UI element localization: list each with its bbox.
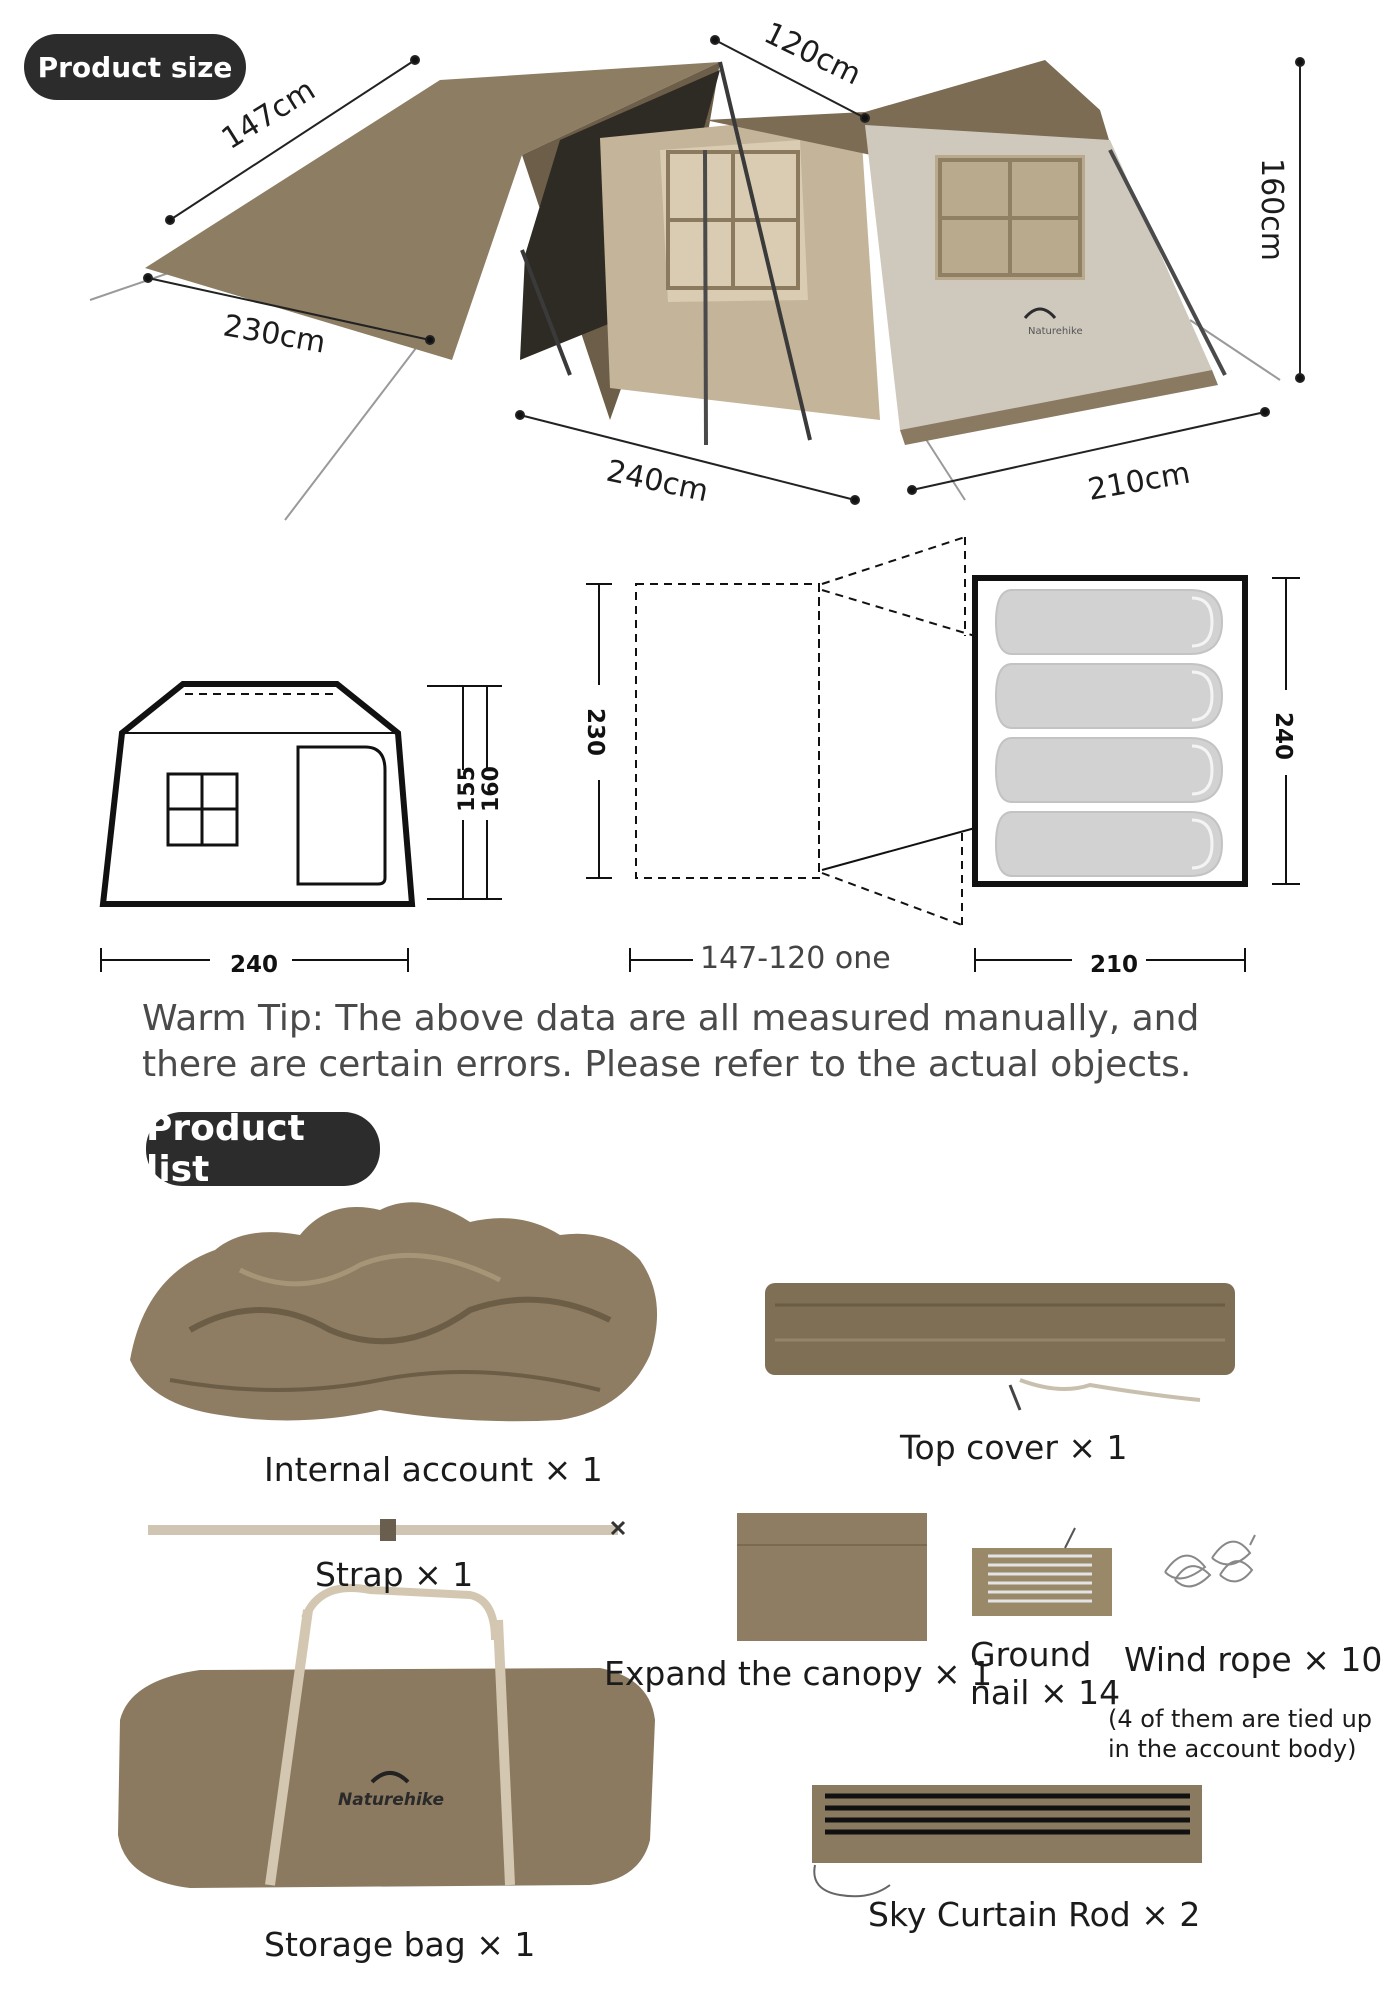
label-ground-nail (970, 1636, 1120, 1712)
label-strap: Strap × 1 (315, 1555, 474, 1594)
label-top-cover: Top cover × 1 (900, 1428, 1128, 1467)
wind-rope-note (1108, 1704, 1372, 1764)
plan-dim-canopy: 147-120 one (700, 941, 891, 976)
wind-rope-note-line-2: in the account body) (1108, 1735, 1357, 1763)
wind-rope-note-line-1: (4 of them are tied up (1108, 1705, 1373, 1733)
plan-dim-210: 210 (1090, 952, 1139, 978)
strap-image (148, 1519, 624, 1541)
plan-dim-240: 240 (1270, 712, 1296, 761)
section-title-product-list: Product list (146, 1112, 380, 1186)
wind-rope-image (1165, 1535, 1255, 1586)
dim-230: 230cm (220, 308, 329, 361)
dim-147: 147cm (215, 72, 322, 157)
internal-account-image (130, 1202, 657, 1421)
label-sky-curtain-rod: Sky Curtain Rod × 2 (868, 1895, 1201, 1934)
label-storage-bag: Storage bag × 1 (264, 1925, 536, 1964)
front-dim-155: 155 (455, 766, 480, 812)
warm-tip-line-1: Warm Tip: The above data are all measured manually, and (142, 998, 1200, 1039)
top-cover-image (765, 1283, 1235, 1410)
dim-240: 240cm (603, 453, 712, 510)
label-ground-nail-line-2: nail × 14 (970, 1673, 1121, 1712)
label-expand-canopy: Expand the canopy × 1 (604, 1654, 993, 1693)
label-ground-nail-line-1: Ground (970, 1635, 1092, 1674)
tent-logo-text: Naturehike (1028, 326, 1083, 337)
dim-210: 210cm (1085, 455, 1193, 508)
bag-logo-text: Naturehike (338, 1790, 445, 1810)
ground-nail-image (972, 1528, 1112, 1616)
front-dim-240: 240 (230, 952, 279, 978)
warm-tip-line-2: there are certain errors. Please refer to the actual objects. (142, 1044, 1192, 1085)
front-dim-160: 160 (479, 766, 504, 812)
storage-bag-image (118, 1588, 655, 1888)
label-internal-account: Internal account × 1 (264, 1450, 603, 1489)
section-title-product-size: Product size (24, 34, 246, 100)
expand-canopy-image (737, 1513, 927, 1641)
dim-120: 120cm (758, 15, 867, 93)
sky-curtain-rod-image (812, 1785, 1202, 1896)
label-wind-rope: Wind rope × 10 (1124, 1640, 1383, 1679)
dim-160: 160cm (1254, 158, 1289, 261)
plan-dim-230: 230 (582, 708, 608, 757)
